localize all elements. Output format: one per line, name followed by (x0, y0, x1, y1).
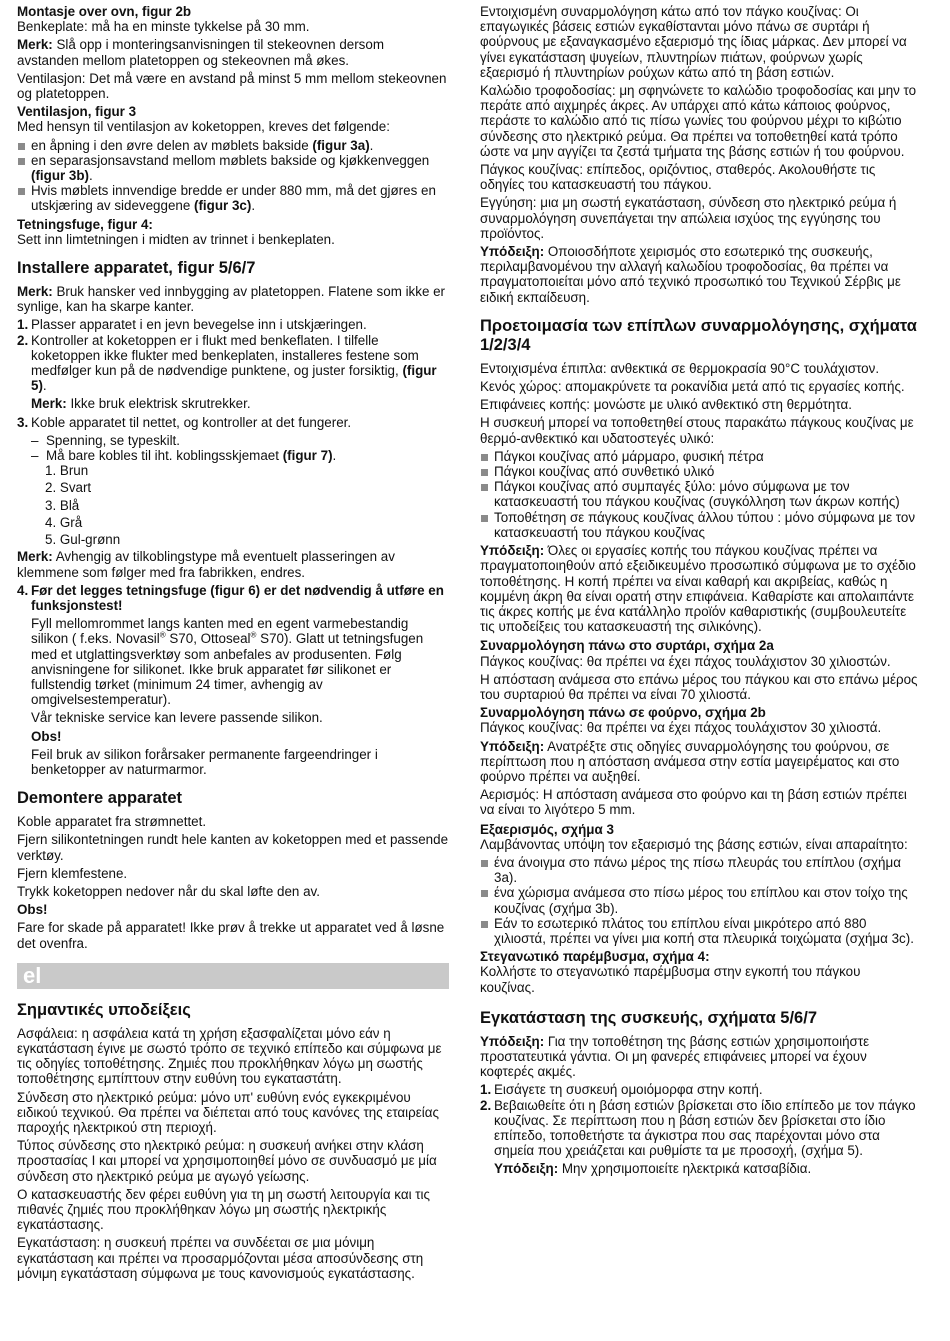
list-item: ένα άνοιγμα στο πάνω μέρος της πίσω πλευράς του επίπλου (σχήμα 3a). (480, 855, 918, 885)
remove-text-1: Koble apparatet fra strømnettet. (17, 814, 207, 830)
list-item: Τοποθέτηση σε πάγκους κουζίνας άλλου τύπου : μόνο σύμφωνα με τον κατασκευαστή του πάγκου κουζίνας (480, 510, 918, 540)
list-item: Πάγκοι κουζίνας από συμπαγές ξύλο: μόνο σύμφωνα με τον κατασκευαστή του πάγκου κουζίνας (συγκόλληση των άκρων κοπής) (480, 479, 918, 509)
remove-text-4: Trykk koketoppen nedover når du skal løfte den av. (17, 883, 320, 899)
ventilation-list (480, 855, 918, 946)
list-item: ένα χώρισμα ανάμεσα στο πίσω μέρος του επίπλου και στον τοίχο της κουζίνας (σχήμα 3b). (480, 885, 918, 915)
list-item: Εάν το εσωτερικό πλάτος του επίπλου είναι μικρότερο από 880 χιλιοστά, πρέπει να γίνει μια κοπή στα πλευρικά τοιχώματα (σχήμα 3c). (480, 916, 918, 946)
important-notes-heading: Σημαντικές υποδείξεις (17, 1000, 191, 1019)
oven-ventilation-text: Ventilasjon: Det må være en avstand på minst 5 mm mellom stekeovnen og platetoppen. (17, 70, 447, 102)
step-3-sublist (17, 433, 449, 463)
language-section-bar: el (17, 963, 449, 989)
important-connection-text: Σύνδεση στο ηλεκτρικό ρεύμα: μόνο υπ' ευθύνη ενός εγκεκριμένου ειδικού τεχνικού. Θα πρέπει να διέπεται από τους κανόνες της εταιρείας παροχής ηλεκτρικού στη περιοχή. (17, 1089, 439, 1135)
oven-mount-heading: Montasje over ovn, figur 2b (17, 4, 192, 19)
oven-countertop-text: Benkeplate: må ha en minste tykkelse på 30 mm. (17, 19, 310, 35)
step-4: 4. Før det legges tetningsfuge (figur 6) er det nødvendig å utføre en funksjonstest! Fyll mellomrommet langs kanten med en egent varmebestandig silikon ( f.eks. Novasil® S70, Ottoseal® S70). Glatt ut tetningsfugen med et utglattingsverktøy som anbefales av produsenten. Følg anvisningene for silikonet. Ikke bruk apparatet før silikonet er fullstendig tørket (minimum 24 timer, avhengig av omgivelsestemperatur). Vår tekniske service kan levere passende silikon. Obs! Feil bruk av silikon forårsaker permanente fargeendringer i benketopper av naturmarmor. (17, 583, 449, 777)
oven-note-text: Slå opp i monteringsanvisningen til stekeovnen dersom avstanden mellom platetoppen og stekeovnen må økes. (17, 37, 384, 68)
oven-text-2: Αερισμός: Η απόσταση ανάμεσα στο φούρνο και τη βάση εστιών πρέπει να είναι το λιγότερο 5 mm. (480, 787, 907, 818)
install-heading: Installere apparatet, figur 5/6/7 (17, 259, 256, 278)
list-item: 3. Blå (45, 497, 80, 513)
seal-heading: Στεγανωτικό παρέμβυσμα, σχήμα 4: (480, 949, 710, 965)
prep-text-3: Επιφάνειες κοπής: μονώστε με υλικό ανθεκτικό στη θερμότητα. (480, 397, 852, 413)
list-item: – Må bare kobles til iht. koblingsskjemaet (figur 7). (31, 448, 449, 463)
install-steps (17, 317, 449, 429)
list-item: Hvis møblets innvendige bredde er under 880 mm, må det gjøres en utskjæring av sideveggene (figur 3c). (17, 183, 449, 213)
install-note: Merk: Bruk hansker ved innbygging av platetoppen. Flatene som ikke er synlige, kan ha skarpe kanter. (17, 284, 446, 315)
wire-color-list (17, 463, 449, 547)
ventilation-intro: Λαμβάνοντας υπόψη τον εξαερισμό της βάσης εστιών, είναι απαραίτητο: (480, 836, 908, 852)
ventilation-heading: Εξαερισμός, σχήμα 3 (480, 821, 614, 837)
step-1: 1. Εισάγετε τη συσκευή ομοιόμορφα στην κοπή. (480, 1082, 763, 1098)
warranty-text: Εγγύηση: μια μη σωστή εγκατάσταση, σύνδεση στο ηλεκτρικό ρεύμα ή συναρμολόγηση συνεπάγεται την απώλεια ισχύος της εγγύησης του προϊόντος. (480, 195, 897, 241)
list-item: – Spenning, se typeskilt. (31, 433, 449, 448)
note-label: Merk: (17, 37, 53, 53)
list-item: Πάγκοι κουζίνας από μάρμαρο, φυσική πέτρα (480, 449, 918, 464)
step-3: 3. Koble apparatet til nettet, og kontroller at det fungerer. (17, 414, 352, 430)
step-4-service-text: Vår tekniske service kan levere passende silikon. (31, 710, 323, 726)
built-in-text: Εντοιχισμένη συναρμολόγηση κάτω από τον πάγκο κουζίνας: Οι επαγωγικές βάσεις εστιών εγκαθίστανται μόνο πάνω σε συρτάρι ή φούρνους με εξαναγκασμένο εξαερισμό της ίδιας μάρκας. Δεν μπορεί να γίνει εγκατάσταση ψυγείων, πλυντηρίων πιάτων, φούρνων χωρίς εξαερισμό ή πλυντηρίων ρούχων κάτω από τη βάση εστιών. (480, 4, 907, 80)
step-2-note: Merk: Ikke bruk elektrisk skrutrekker. (31, 396, 251, 412)
countertop-list (480, 449, 918, 540)
step-2: 2. Βεβαιωθείτε ότι η βάση εστιών βρίσκεται στο ίδιο επίπεδο με τον πάγκο κουζίνας. Σε περίπτωση που η βάση εστιών δεν βρίσκεται στο ίδιο επίπεδο, τοποθετήστε τα άγκιστρα που σας παρέχονται μόνο στα σημεία που χρειάζεται και ρυθμίστε τα με προσοχή, (σχήμα 5). Υπόδειξη: Μην χρησιμοποιείτε ηλεκτρικά κατσαβίδια. (480, 1098, 918, 1177)
drawer-text-1: Πάγκος κουζίνας: θα πρέπει να έχει πάχος τουλάχιστον 30 χιλιοστών. (480, 653, 891, 669)
list-item: 5. Gul-grønn (45, 532, 121, 548)
warning-label: Obs! (31, 728, 62, 744)
install-step-4 (17, 583, 449, 777)
oven-note (17, 37, 449, 67)
step-1: 1. Plasser apparatet i en jevn bevegelse inn i utskjæringen. (17, 317, 367, 333)
left-column (17, 4, 449, 1284)
ventilation-heading: Ventilasjon, figur 3 (17, 104, 137, 120)
important-liability-text: Ο κατασκευαστής δεν φέρει ευθύνη για τη μη σωστή λειτουργία και τις πιθανές ζημιές που προκλήθηκαν λόγω μη σωστής ηλεκτρικής εγκατάστασης. (17, 1186, 430, 1233)
seal-heading: Tetningsfuge, figur 4: (17, 216, 153, 232)
prep-text-4: Η συσκευή μπορεί να τοποθετηθεί στους παρακάτω πάγκους κουζίνας με θερμό-ανθεκτικό και υδατοστεγές υλικό: (480, 415, 914, 446)
seal-text: Κολλήστε το στεγανωτικό παρέμβυσμα στην εγκοπή του πάγκου κουζίνας. (480, 964, 861, 995)
list-item: 2. Svart (45, 480, 92, 496)
step-4-warning-text: Feil bruk av silikon forårsaker permanente fargeendringer i benketopper av naturmarmor. (31, 746, 378, 777)
remove-text-2: Fjern silikontetningen rundt hele kanten av koketoppen med et passende verktøy. (17, 832, 449, 863)
prep-text-1: Εντοιχισμένα έπιπλα: ανθεκτικά σε θερμοκρασία 90°C τουλάχιστον. (480, 360, 880, 376)
prep-heading: Προετοιμασία των επίπλων συναρμολόγησης, σχήματα 1/2/3/4 (480, 316, 917, 354)
remove-warning-text: Fare for skade på apparatet! Ikke prøv å trekke ut apparatet ved å løsne det ovenfra. (17, 920, 445, 951)
install-steps (480, 1082, 918, 1176)
prep-hint: Υπόδειξη: Όλες οι εργασίες κοπής του πάγκου κουζίνας πρέπει να πραγματοποιηθούν από εξειδικευμένο προσωπικό σύμφωνα με το σχέδιο τοποθέτησης. Η κοπή πρέπει να είναι καθαρή και ακριβείας, καθώς η κομμένη άκρη θα είναι ορατή στην επιφάνεια. Καθαρίστε και απολαιπάντε τις άκρες κοπής με ένα κατάλληλο προϊόν καθαριστικής (συμβουλευτείτε τις υποδείξεις του κατασκευαστή της σιλικόνης). (480, 543, 916, 635)
oven-hint: Υπόδειξη: Ανατρέξτε στις οδηγίες συναρμολόγησης του φούρνου, σε περίπτωση που η απόσταση ανάμεσα στην εστία μαγειρέματος και στο φούρνο πρέπει να αυξηθεί. (480, 738, 900, 784)
important-safety-text: Ασφάλεια: η ασφάλεια κατά τη χρήση εξασφαλίζεται μόνο εάν η εγκατάσταση έγινε με σωστό τρόπο σε τεχνικό επίπεδο και σύμφωνα με τις οδηγίες τοποθέτησης. Ζημιές που προκλήθηκαν λόγω μη σωστής τοποθέτησης εμπίπτουν στην ευθύνη του εγκαταστάτη. (17, 1025, 442, 1087)
ventilation-intro: Med hensyn til ventilasjon av koketoppen, kreves det følgende: (17, 119, 390, 135)
remove-text-3: Fjern klemfestene. (17, 865, 128, 881)
step-2-hint: Υπόδειξη: Μην χρησιμοποιείτε ηλεκτρικά κατσαβίδια. (494, 1161, 812, 1177)
power-cable-text: Καλώδιο τροφοδοσίας: μη σφηνώνετε το καλώδιο τροφοδοσίας και μην το περάτε από αιχμηρές άκρες. Αν υπάρχει από κάτω κάποιος φούρνος, περάστε το καλώδιο από τις πίσω γωνίες του φούρνου μέχρι το κιβώτιο σύνδεσης στο ηλεκτρικό ρεύμα. Θα πρέπει να τοποθετηθεί κατά τρόπο ώστε να μην αγγίζει τα ζεστά τμήματα της βάσης εστιών ή του φούρνου. (480, 83, 917, 159)
ventilation-list (17, 138, 449, 214)
remove-heading: Demontere apparatet (17, 789, 183, 808)
right-column (480, 4, 918, 1180)
prep-text-2: Κενός χώρος: απομακρύνετε τα ροκανίδια μετά από τις εργασίες κοπής. (480, 379, 905, 395)
oven-heading: Συναρμολόγηση πάνω σε φούρνο, σχήμα 2b (480, 705, 766, 721)
connection-note: Merk: Avhengig av tilkoblingstype må eventuelt plasseringen av klemmene som følger med fra fabrikken, endres. (17, 549, 395, 580)
list-item: 4. Grå (45, 514, 83, 530)
list-item: 1. Brun (45, 463, 89, 479)
drawer-heading: Συναρμολόγηση πάνω στο συρτάρι, σχήμα 2a (480, 638, 774, 654)
important-installation-text: Εγκατάσταση: η συσκευή πρέπει να συνδέεται σε μια μόνιμη εγκατάσταση και πρέπει να προσαρμόζονται μέσα αποσύνδεσης στη μόνιμη εγκατάσταση σύμφωνα με τους κανονισμούς εγκατάστασης. (17, 1235, 424, 1281)
list-item: en separasjonsavstand mellom møblets bakside og kjøkkenveggen (figur 3b). (17, 153, 449, 183)
install-hint: Υπόδειξη: Για την τοποθέτηση της βάσης εστιών χρησιμοποιήστε προστατευτικά γάντια. Οι μη φανερές επιφάνειες μπορεί να έχουν κοφτερές ακμές. (480, 1033, 870, 1080)
install-heading: Εγκατάσταση της συσκευής, σχήματα 5/6/7 (480, 1008, 817, 1027)
important-connection-type-text: Τύπος σύνδεσης στο ηλεκτρικό ρεύμα: η συσκευή ανήκει στην κλάση προστασίας I και μπορεί να χρησιμοποιηθεί μόνο σε συνδυασμό με μία σύνδεση στο ηλεκτρικό ρεύμα με αγωγό γείωσης. (17, 1138, 437, 1184)
drawer-text-2: Η απόσταση ανάμεσα στο επάνω μέρος του πάγκου και στο επάνω μέρος του συρταριού θα πρέπει να είναι 70 χιλιοστά. (480, 671, 918, 702)
list-item: Πάγκοι κουζίνας από συνθετικό υλικό (480, 464, 918, 479)
countertop-text: Πάγκος κουζίνας: επίπεδος, οριζόντιος, σταθερός. Ακολουθήστε τις οδηγίες του κατασκευαστή του πάγκου. (480, 162, 876, 193)
step-2: 2. Kontroller at koketoppen er i flukt med benkeflaten. I tilfelle koketoppen ikke flukter med benkeplaten, installeres festene som medfølger kun på de nødvendige punktene, og juster forsiktig, (figur 5). Merk: Ikke bruk elektrisk skrutrekker. (17, 333, 449, 412)
hint-label: Υπόδειξη: (480, 244, 545, 260)
service-hint: Υπόδειξη: Οποιοσδήποτε χειρισμός στο εσωτερικό της συσκευής, περιλαμβανομένου την αλλαγή καλωδίου τροφοδοσίας, θα πρέπει να πραγματοποιείται μόνο από τεχνικό προσωπικό του Τεχνικού Σέρβις με ειδική εκπαίδευση. (480, 244, 901, 305)
warning-label: Obs! (17, 902, 48, 918)
step-4-silicone-text: Fyll mellomrommet langs kanten med en egent varmebestandig silikon ( f.eks. Novasil® S70, Ottoseal® S70). Glatt ut tetningsfugen med et utglattingsverktøy som anbefales av produsenten. Følg anvisningene for silikonet. Ikke bruk apparatet før silikonet er fullstendig tørket (minimum 24 timer, avhengig av omgivelsestemperatur). (31, 616, 424, 708)
seal-text: Sett inn limtetningen i midten av trinnet i benkeplaten. (17, 231, 335, 247)
list-item: en åpning i den øvre delen av møblets bakside (figur 3a). (17, 138, 449, 153)
oven-text-1: Πάγκος κουζίνας: θα πρέπει να έχει πάχος τουλάχιστον 30 χιλιοστά. (480, 720, 882, 736)
